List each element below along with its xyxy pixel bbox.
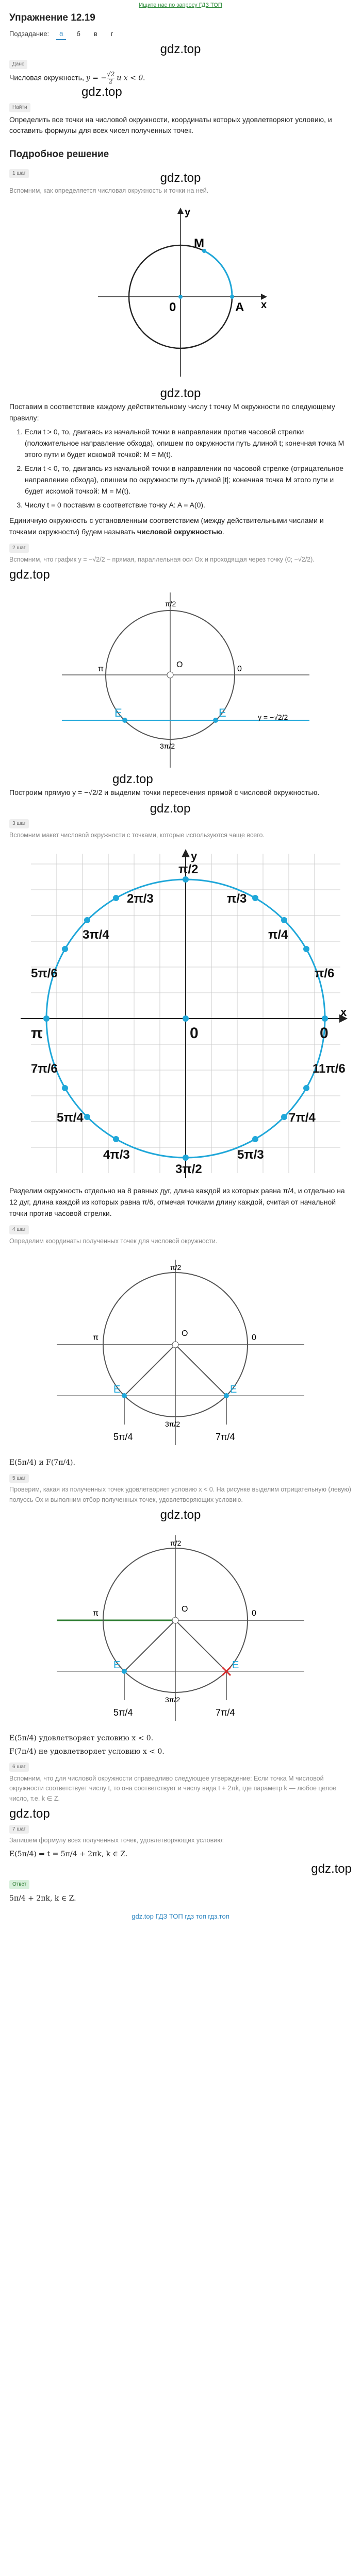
unit-circle-5 [36, 1525, 325, 1731]
step2b-text: Построим прямую y = −√2/2 и выделим точки пересечения прямой с числовой окружностью. [9, 788, 320, 796]
point-e2 [213, 718, 218, 723]
conclusion-term: числовой окружностью [137, 527, 222, 536]
radius-e1 [124, 1345, 175, 1396]
step4b-text: E(5π/4) и F(7π/4). [9, 1459, 75, 1467]
o-label: O [182, 1329, 188, 1338]
step6-text: Вспомним, что для числовой окружности справедливо следующее утверждение: Если точка M числовой окружности соответствует числу t, то она соответствует и числу вида t + 2πk, где параметр k — любое целое число, т.е. k ∈ Z. [9, 1774, 337, 1802]
e2-value-label: 7π/4 [216, 1432, 235, 1443]
watermark: gdz.top [112, 772, 153, 787]
rule-item: 3. Числу t = 0 поставим в соответствие точку A: A = A(0). [25, 500, 352, 511]
page-title: Упражнение 12.19 [9, 12, 95, 23]
pi53-label: 5π/3 [237, 1148, 264, 1162]
step1-badge: 1 шаг [9, 169, 29, 178]
watermark: gdz.top [160, 42, 201, 56]
unit-circle-1 [88, 199, 273, 384]
step5-badge: 5 шаг [9, 1474, 29, 1483]
subtask-tab-v[interactable]: в [93, 30, 97, 38]
step1-text [9, 401, 352, 423]
e1-label: E [114, 706, 122, 720]
step7-text: Запишем формулу всех полученных точек, удовлетворяющих условию: [9, 1837, 224, 1844]
subtask-tabs [9, 28, 352, 40]
step2-badge: 2 шаг [9, 544, 29, 553]
o-label: O [176, 660, 183, 670]
step5b-line1: E(5π/4) удовлетворяет условию x < 0. [9, 1734, 154, 1742]
footer [9, 1911, 352, 1922]
zero-label: 0 [252, 1608, 256, 1618]
step1-conclusion [9, 515, 352, 537]
pi32-label: 3π/2 [165, 1695, 180, 1704]
pi56-label: 5π/6 [31, 967, 58, 981]
x-label: x [340, 1006, 347, 1019]
solution-heading: Подробное решение [9, 148, 109, 160]
step3-text: Вспомним макет числовой окружности с точками, которые используются чаще всего. [9, 831, 265, 839]
x-label: x [261, 299, 267, 311]
rule-item: 2. Если t < 0, то, двигаясь из начальной точки в направлении по часовой стрелке (отрицательное направление обхода), опишем по окружности путь длиной |t|; конечная точка M этого пути и будет искомой точкой: M = M(t). [25, 463, 352, 497]
pi76-label: 7π/6 [31, 1062, 58, 1076]
unit-circle-2 [41, 585, 320, 770]
step5b-line2: F(7π/4) не удовлетворяет условию x < 0. [9, 1747, 165, 1756]
banner-link[interactable]: Ищите нас по запросу ГДЗ ТОП [139, 2, 222, 8]
radius-e2 [175, 1620, 226, 1671]
watermark: gdz.top [9, 1806, 50, 1821]
step7-formula: E(5π/4) ⇒ t = 5π/4 + 2πk, k ∈ Z. [9, 1850, 128, 1858]
pi32-label: 3π/2 [165, 1420, 180, 1429]
answer-formula: 5π/4 + 2πk, k ∈ Z. [9, 1894, 76, 1903]
line-label: y = −√2/2 [258, 713, 288, 722]
step1-text-body: Поставим в соответствие каждому действительному числу t точку M окружности по следующему правилу: [9, 402, 335, 422]
footer-links[interactable]: gdz.top ГДЗ ТОП гдз топ гдз.топ [132, 1912, 229, 1921]
pi74-label: 7π/4 [289, 1111, 316, 1125]
subtask-tab-a[interactable]: а [56, 28, 66, 40]
e2-label: E [232, 1659, 239, 1671]
point-a [230, 295, 234, 299]
conclusion-text: Единичную окружность с установленным соответствием (между действительными числами и точками окружности) будем называть [9, 516, 324, 536]
origin-label: 0 [169, 300, 176, 315]
radius-e1 [124, 1620, 175, 1671]
point-e1 [122, 1669, 127, 1674]
watermark: gdz.top [81, 85, 122, 99]
pi32-label: 3π/2 [175, 1162, 202, 1177]
e1-value-label: 5π/4 [113, 1432, 133, 1443]
e1-label: E [113, 1659, 121, 1671]
pi23-label: 2π/3 [127, 892, 154, 906]
watermark: gdz.top [150, 801, 191, 816]
pi34-label: 3π/4 [83, 928, 109, 942]
watermark: gdz.top [9, 568, 50, 582]
unit-circle-4 [36, 1249, 325, 1455]
pi-label: π [98, 665, 104, 674]
e1-value-label: 5π/4 [113, 1707, 133, 1718]
origin-point [172, 1342, 178, 1348]
radius-e2 [175, 1345, 226, 1396]
e2-label: E [219, 706, 226, 720]
pi4-label: π/4 [268, 928, 288, 942]
pi-label: π [31, 1025, 43, 1042]
find-badge: Найти [9, 103, 30, 112]
point-e1 [122, 718, 127, 723]
conclusion-end: . [222, 527, 224, 536]
circle1-figure [9, 199, 352, 384]
point-e1 [122, 1393, 127, 1398]
e2-value-label: 7π/4 [216, 1707, 235, 1718]
pi32-label: 3π/2 [160, 742, 175, 751]
rule-item: 1. Если t > 0, то, двигаясь из начальной точки в направлении против часовой стрелки (положительное направление обхода), опишем по окружности путь длиной t; конечная точка M этого пути и будет искомой точкой: M = M(t). [25, 427, 352, 460]
origin-point [167, 672, 173, 678]
zero-label: 0 [252, 1333, 256, 1343]
watermark: gdz.top [160, 386, 201, 401]
pi3-label: π/3 [227, 892, 247, 906]
given-text: Числовая окружность, y = − $\frac{√2}{2}$ и x < 0. [9, 70, 145, 86]
step5-text: Проверим, какая из полученных точек удовлетворяет условию x < 0. На рисунке выделим отрицательную (левую) полуось Ox и выполним отбор полученных точек, удовлетворяющих условию. [9, 1486, 351, 1503]
zero-label: 0 [237, 665, 242, 674]
circle5-figure [9, 1525, 352, 1731]
step3-badge: 3 шаг [9, 819, 29, 828]
circle4-figure [9, 1249, 352, 1455]
subtask-tab-b[interactable]: б [76, 30, 80, 38]
answer-badge: Ответ [9, 1880, 29, 1889]
origin-point [178, 295, 183, 299]
pi6-label: π/6 [315, 967, 335, 981]
watermark: gdz.top [160, 171, 201, 185]
pi-label: π [93, 1608, 99, 1618]
circle2-figure [9, 585, 352, 770]
subtask-label: Подзадание: [9, 30, 50, 38]
e2-label: E [230, 1384, 237, 1396]
step4-badge: 4 шаг [9, 1225, 29, 1234]
pi-label: π [93, 1333, 99, 1343]
m-label: M [194, 236, 204, 251]
o-label: O [182, 1604, 188, 1614]
a-label: A [235, 300, 244, 315]
origin-point [172, 1617, 178, 1623]
pi116-label: 11π/6 [313, 1062, 346, 1076]
pi2-label: π/2 [170, 1263, 182, 1272]
step6-badge: 6 шаг [9, 1762, 29, 1772]
top-banner[interactable] [9, 0, 352, 8]
given-badge: Дано [9, 60, 27, 69]
zero-right-label: 0 [320, 1025, 329, 1042]
pi54-label: 5π/4 [57, 1111, 84, 1125]
step4-text: Определим координаты полученных точек для числовой окружности. [9, 1237, 218, 1245]
subtask-tab-g[interactable]: г [110, 30, 113, 38]
e1-label: E [113, 1384, 121, 1396]
step1-intro: Вспомним, как определяется числовая окружность и точки на ней. [9, 187, 209, 194]
rules-list [9, 427, 352, 511]
step2-text: Вспомним, что график y = −√2/2 – прямая, параллельная оси Ox и проходящая через точку (0; −√2/2). [9, 555, 315, 563]
arc-path [204, 251, 232, 297]
pi2-label: π/2 [170, 1538, 182, 1547]
step3b-text: Разделим окружность отдельно на 8 равных дуг, длина каждой из которых равна π/4, и отдельно на 12 дуг, длина каждой из которых равна π/6, отмечая точками длину каждой, считая от начальной точки против часовой стрелки. [9, 1187, 345, 1217]
pi43-label: 4π/3 [103, 1148, 130, 1162]
unit-circle-3 [10, 843, 351, 1183]
zero-label: 0 [190, 1025, 199, 1042]
watermark: gdz.top [311, 1862, 352, 1876]
pi2-label: π/2 [165, 600, 176, 608]
pi2-label: π/2 [178, 862, 199, 877]
y-label: y [185, 207, 191, 218]
find-text: Определить все точки на числовой окружности, координаты которых удовлетворяют условию, и составить формулы для всех чисел полученных точек. [9, 115, 332, 135]
point-e2 [224, 1393, 229, 1398]
circle3-figure [9, 843, 352, 1183]
watermark: gdz.top [160, 1508, 201, 1522]
step7-badge: 7 шаг [9, 1825, 29, 1834]
y-label: y [191, 850, 198, 863]
